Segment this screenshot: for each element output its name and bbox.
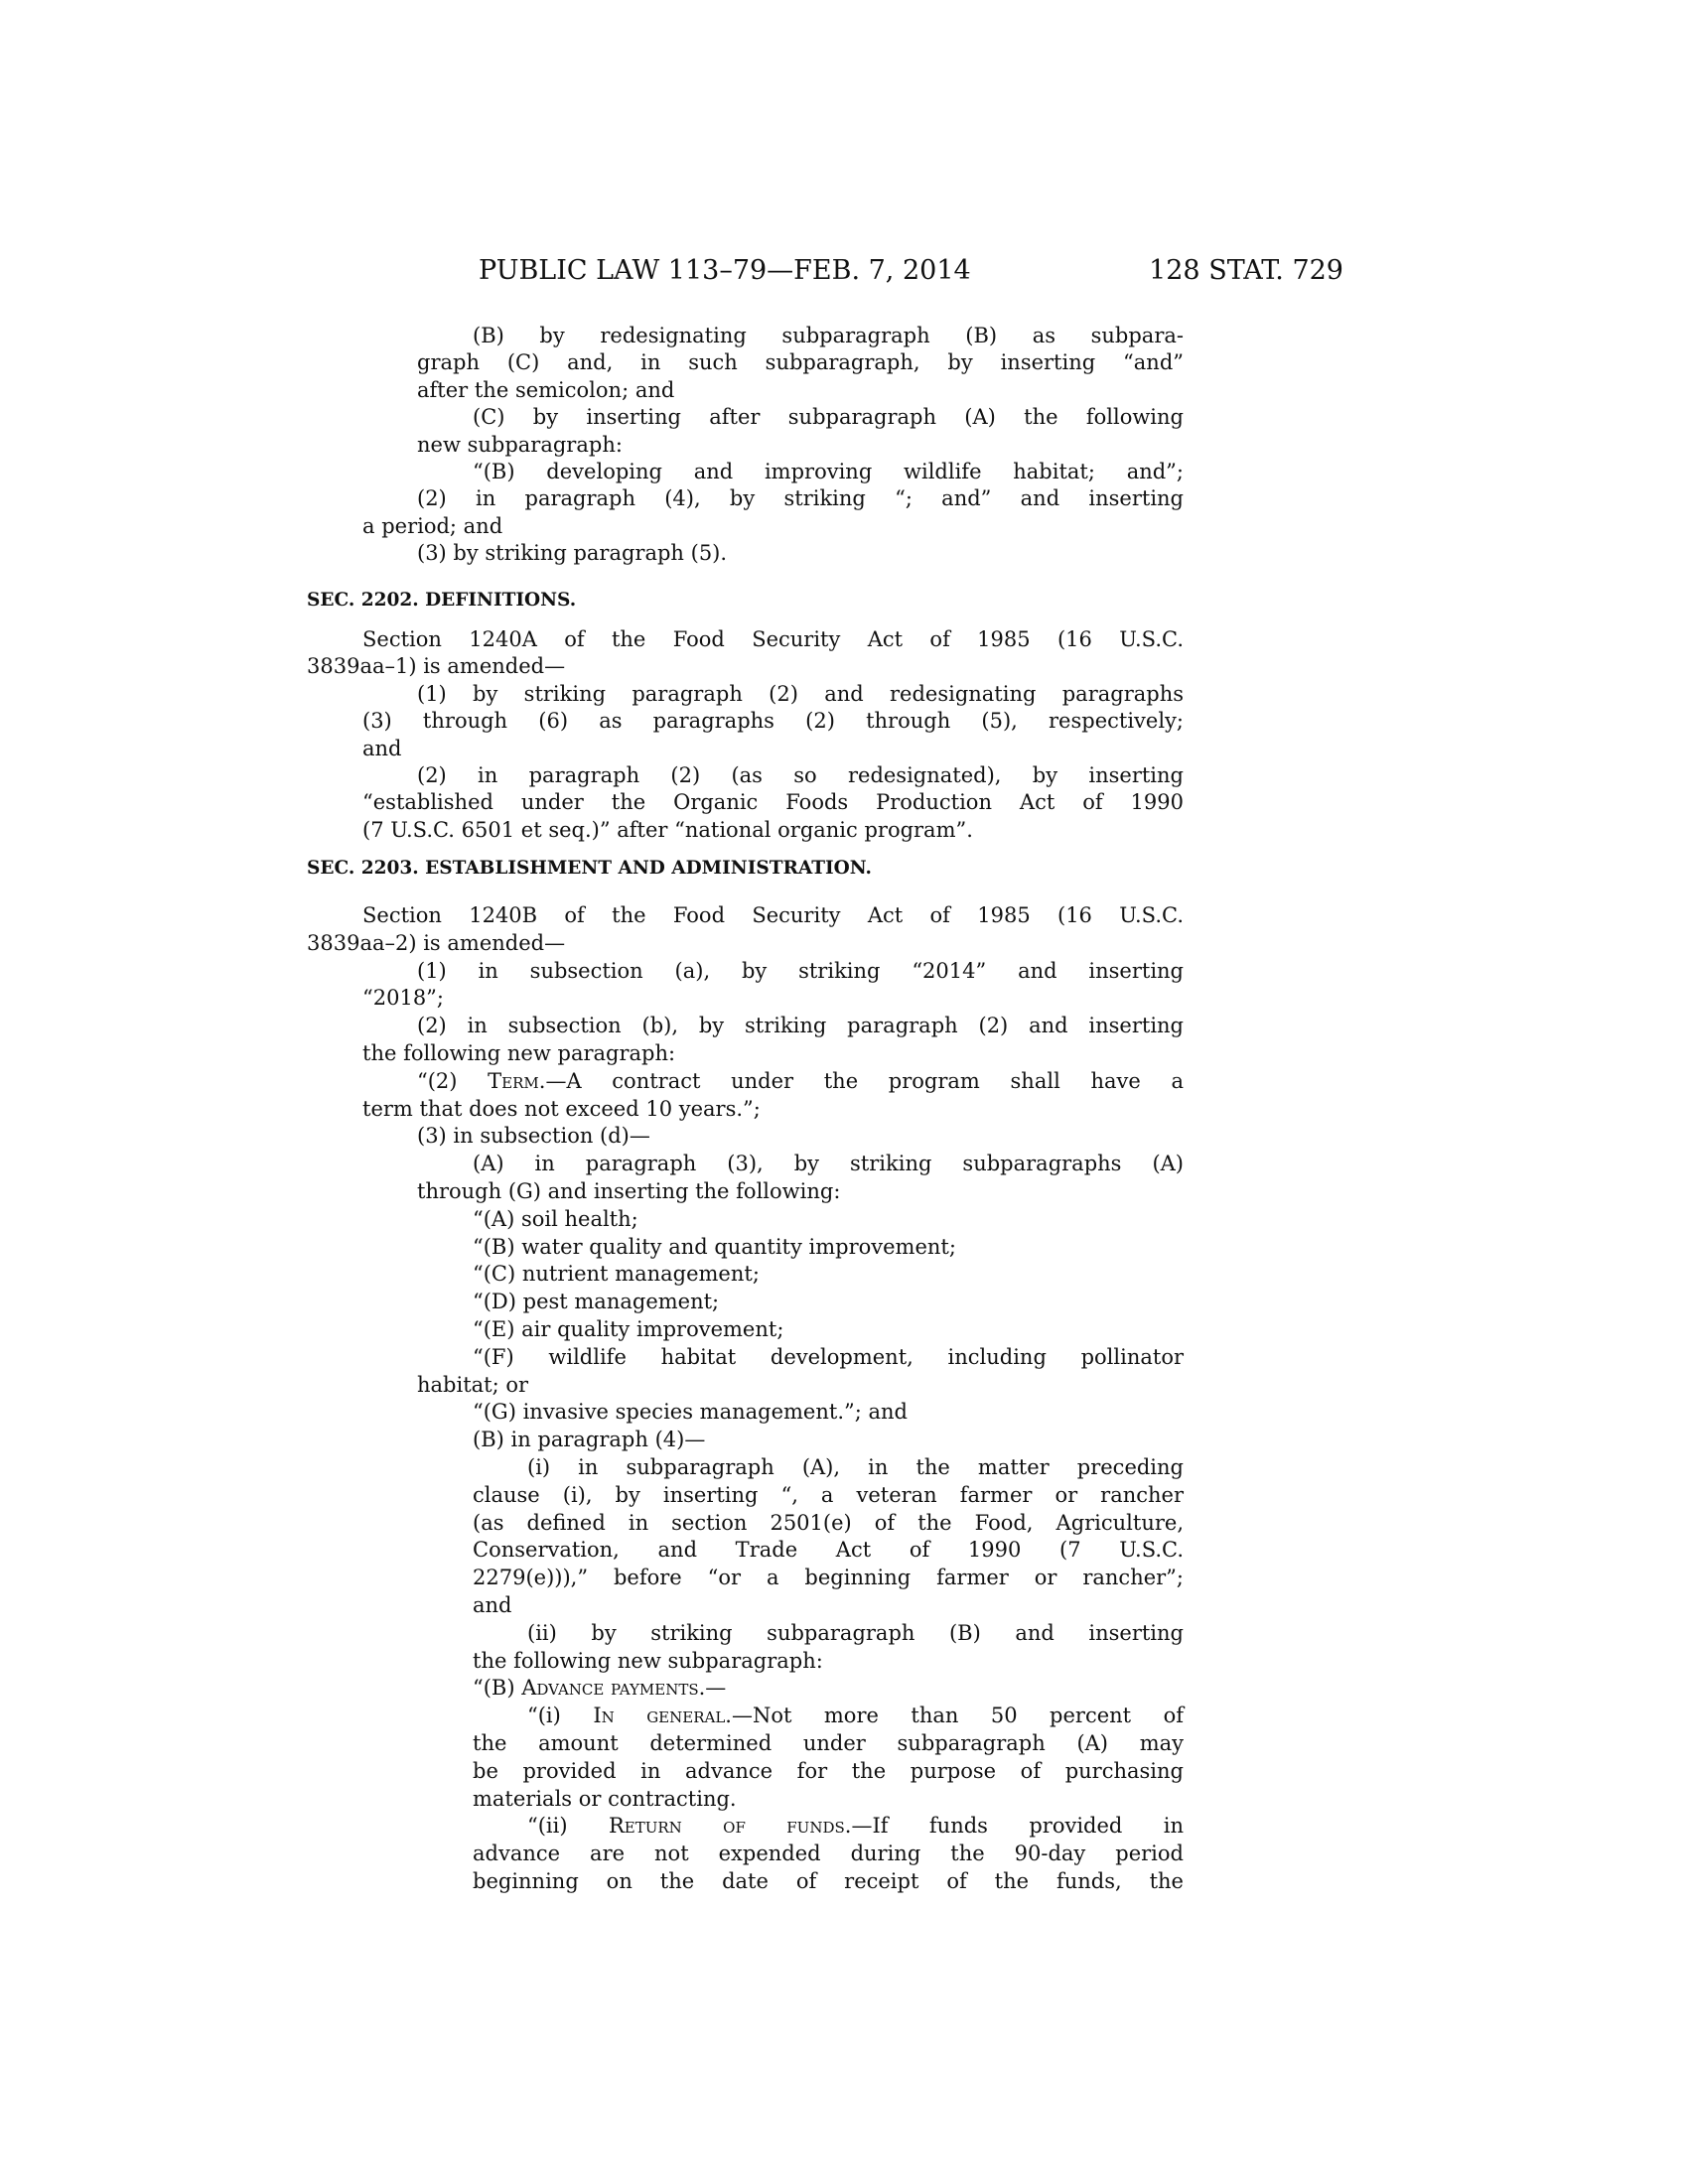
text-line: the following new subparagraph: bbox=[473, 1648, 823, 1673]
text-line: “(C) nutrient management; bbox=[473, 1262, 760, 1287]
text-line: (1) in subsection (a), by striking “2014” and inserting bbox=[417, 958, 1184, 983]
text-line: (3) in subsection (d)— bbox=[417, 1124, 650, 1149]
text-line: “(B) developing and improving wildlife habitat; and”; bbox=[473, 460, 1184, 483]
text-line: (3) through (6) as paragraphs (2) through (5), respectively; bbox=[362, 709, 1184, 734]
text-line bbox=[527, 1812, 1184, 1840]
text-line: (C) by inserting after subparagraph (A) the following bbox=[473, 405, 1184, 430]
running-header-title: PUBLIC LAW 113–79—FEB. 7, 2014 bbox=[479, 255, 971, 286]
text-line: (B) by redesignating subparagraph (B) as subpara- bbox=[473, 324, 1184, 347]
text-line: (i) in subparagraph (A), in the matter preceding bbox=[527, 1455, 1184, 1479]
line-text: .—If funds provided in bbox=[844, 1814, 1184, 1839]
line-prefix: “(ii) bbox=[527, 1814, 609, 1839]
text-line bbox=[417, 1067, 1184, 1095]
text-line: “(G) invasive species management.”; and bbox=[473, 1400, 908, 1425]
text-line: “established under the Organic Foods Production Act of 1990 bbox=[362, 790, 1184, 815]
text-line: “(E) air quality improvement; bbox=[473, 1317, 784, 1341]
text-line: (B) in paragraph (4)— bbox=[473, 1428, 706, 1452]
text-line: be provided in advance for the purpose of purchasing bbox=[473, 1758, 1184, 1783]
text-line: term that does not exceed 10 years.”; bbox=[362, 1096, 761, 1121]
text-line: the following new paragraph: bbox=[362, 1041, 676, 1065]
text-line: Section 1240A of the Food Security Act of 1985 (16 U.S.C. bbox=[362, 627, 1184, 651]
text-line: “(A) soil health; bbox=[473, 1206, 638, 1231]
text-line: beginning on the date of receipt of the funds, the bbox=[473, 1869, 1184, 1893]
text-line: “(B) water quality and quantity improvement; bbox=[473, 1234, 956, 1259]
text-line: habitat; or bbox=[417, 1372, 529, 1397]
text-line: “(F) wildlife habitat development, including pollinator bbox=[473, 1344, 1184, 1369]
line-prefix: “(2) bbox=[417, 1068, 489, 1093]
text-line: (ii) by striking subparagraph (B) and inserting bbox=[527, 1620, 1184, 1645]
text-line: and bbox=[362, 736, 402, 760]
text-line: graph (C) and, in such subparagraph, by inserting “and” bbox=[417, 350, 1184, 375]
text-line: (2) in paragraph (4), by striking “; and” and inserting bbox=[417, 486, 1184, 511]
section-heading-2202: SEC. 2202. DEFINITIONS. bbox=[307, 590, 577, 611]
text-line: new subparagraph: bbox=[417, 432, 623, 457]
text-line: Conservation, and Trade Act of 1990 (7 U.S.C. bbox=[473, 1538, 1184, 1563]
text-line: (1) by striking paragraph (2) and redesignating paragraphs bbox=[417, 681, 1184, 706]
text-line bbox=[527, 1702, 1184, 1729]
text-line: (7 U.S.C. 6501 et seq.)” after “national organic program”. bbox=[362, 817, 973, 842]
small-caps-heading: Return of funds bbox=[608, 1814, 845, 1839]
text-line: 3839aa–2) is amended— bbox=[307, 930, 566, 955]
text-line: (3) by striking paragraph (5). bbox=[417, 541, 728, 566]
small-caps-heading: Term bbox=[488, 1068, 539, 1093]
line-text: .— bbox=[698, 1676, 727, 1701]
text-line: (as defined in section 2501(e) of the Food, Agriculture, bbox=[473, 1510, 1184, 1535]
text-line: (2) in subsection (b), by striking paragraph (2) and inserting bbox=[417, 1014, 1184, 1038]
text-line: through (G) and inserting the following: bbox=[417, 1179, 841, 1203]
text-line: (2) in paragraph (2) (as so redesignated), by inserting bbox=[417, 763, 1184, 787]
line-text: .—A contract under the program shall have a bbox=[538, 1068, 1184, 1093]
section-heading-2203: SEC. 2203. ESTABLISHMENT AND ADMINISTRATION. bbox=[307, 858, 872, 879]
text-line: and bbox=[473, 1593, 512, 1617]
text-line bbox=[473, 1674, 726, 1702]
small-caps-heading: Advance payments bbox=[521, 1676, 699, 1701]
line-prefix: “(B) bbox=[473, 1676, 522, 1701]
page-number: 128 STAT. 729 bbox=[1149, 255, 1343, 286]
text-line: advance are not expended during the 90-day period bbox=[473, 1842, 1184, 1866]
line-text: .—Not more than 50 percent of bbox=[725, 1704, 1184, 1728]
text-line: the amount determined under subparagraph (A) may bbox=[473, 1731, 1184, 1755]
text-line: Section 1240B of the Food Security Act of 1985 (16 U.S.C. bbox=[362, 903, 1184, 927]
text-line: 3839aa–1) is amended— bbox=[307, 654, 566, 679]
text-line: (A) in paragraph (3), by striking subparagraphs (A) bbox=[473, 1152, 1184, 1176]
text-line: 2279(e))),” before “or a beginning farmer or rancher”; bbox=[473, 1566, 1184, 1590]
line-prefix: “(i) bbox=[527, 1704, 594, 1728]
text-line: “(D) pest management; bbox=[473, 1290, 720, 1314]
text-line: “2018”; bbox=[362, 986, 444, 1011]
text-line: materials or contracting. bbox=[473, 1786, 737, 1811]
text-line: after the semicolon; and bbox=[417, 377, 675, 402]
small-caps-heading: In general bbox=[593, 1704, 726, 1728]
text-line: clause (i), by inserting “, a veteran farmer or rancher bbox=[473, 1482, 1184, 1507]
text-line: a period; and bbox=[362, 513, 503, 538]
